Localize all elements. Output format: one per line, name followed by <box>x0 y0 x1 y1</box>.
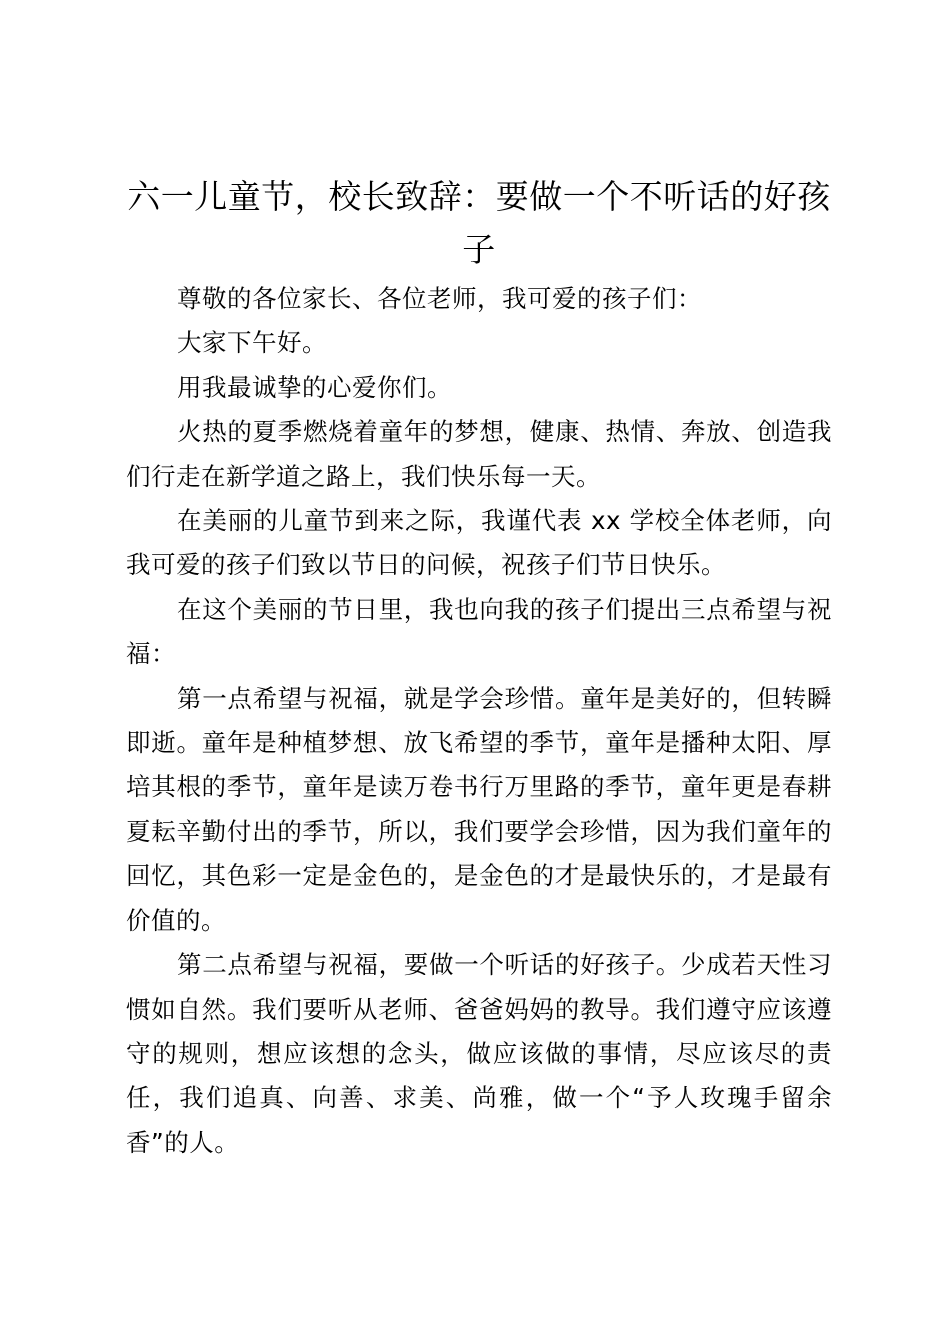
paragraph-salutation: 尊敬的各位家长、各位老师，我可爱的孩子们： <box>177 284 702 313</box>
paragraph: 在这个美丽的节日里，我也向我的孩子们提出三点希望与祝福： <box>126 594 832 669</box>
paragraph-second-wish: 第二点希望与祝福，要做一个听话的好孩子。少成若天性习惯如自然。我们要听从老师、爸爸妈妈的教导。我们遵守应该遵守的规则，想应该想的念头，做应该做的事情，尽应该尽的责任，我们追真、向善、求美、尚雅，做一个“予人玫瑰手留余香”的人。 <box>126 950 832 1157</box>
paragraph: 在美丽的儿童节到来之际，我谨代表 xx 学校全体老师，向我可爱的孩子们致以节日的问候，祝孩子们节日快乐。 <box>126 506 832 580</box>
document-title: 六一儿童节，校长致辞：要做一个不听话的好孩子 <box>127 177 831 269</box>
paragraph: 用我最诚挚的心爱你们。 <box>177 372 452 402</box>
paragraph-greeting: 大家下午好。 <box>177 328 327 358</box>
document-body <box>126 277 832 1165</box>
paragraph-first-wish: 第一点希望与祝福，就是学会珍惜。童年是美好的，但转瞬即逝。童年是种植梦想、放飞希望的季节，童年是播种太阳、厚培其根的季节，童年是读万卷书行万里路的季节，童年更是春耕夏耘辛勤付出的季节，所以，我们要学会珍惜，因为我们童年的回忆，其色彩一定是金色的，是金色的才是最快乐的，才是最有价值的。 <box>126 683 832 935</box>
paragraph: 火热的夏季燃烧着童年的梦想，健康、热情、奔放、创造我们行走在新学道之路上，我们快乐每一天。 <box>126 417 832 491</box>
